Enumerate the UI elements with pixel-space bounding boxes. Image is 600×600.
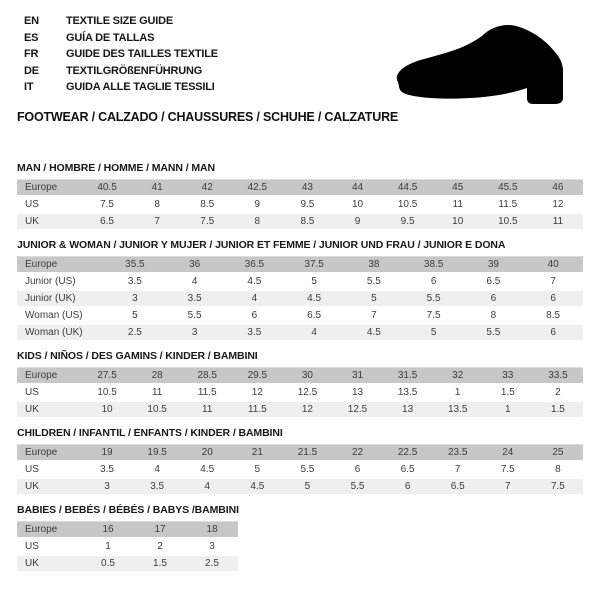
row-label: Woman (US) (25, 309, 83, 321)
language-label: TEXTILE SIZE GUIDE (66, 15, 174, 27)
size-cell: 6.5 (307, 309, 322, 321)
size-cell: 3 (82, 479, 132, 494)
table-header-row (17, 256, 583, 272)
size-cell: 1.5 (134, 556, 186, 571)
language-label: GUIDE DES TAILLES TEXTILE (66, 48, 218, 60)
size-cell: 46 (533, 179, 583, 195)
size-cell: 4 (182, 479, 232, 494)
size-cell: 6 (383, 479, 433, 494)
size-cell: 27.5 (82, 367, 132, 383)
size-cell: 12.5 (297, 386, 318, 398)
row-label: Junior (US) (25, 275, 76, 287)
size-cell: 5.5 (366, 275, 381, 287)
size-cell: 10 (351, 198, 364, 210)
size-cell: 40.5 (82, 179, 132, 195)
row-label: Junior (UK) (17, 291, 105, 306)
size-cell: 8 (232, 214, 282, 229)
size-cell: 4 (284, 325, 344, 340)
size-cell: 10.5 (397, 198, 418, 210)
language-code: DE (24, 64, 39, 77)
size-cell: 3.5 (132, 479, 182, 494)
size-cell: 5.5 (300, 463, 315, 475)
row-label: Europe (17, 521, 82, 537)
size-cell: 6.5 (400, 463, 415, 475)
size-cell: 44 (332, 179, 382, 195)
size-cell: 43 (282, 179, 332, 195)
size-cell: 5 (311, 275, 317, 287)
table-row (17, 556, 238, 571)
size-cell: 2 (555, 386, 561, 398)
size-cell: 2 (157, 540, 163, 552)
size-cell: 42.5 (232, 179, 282, 195)
size-cell: 44.5 (383, 179, 433, 195)
section-title: CHILDREN / INFANTIL / ENFANTS / KINDER / BAMBINI (17, 426, 283, 439)
table-row (17, 214, 583, 229)
size-cell: 10 (433, 214, 483, 229)
size-cell: 28.5 (182, 367, 232, 383)
language-code: ES (24, 31, 39, 44)
size-cell: 45.5 (483, 179, 533, 195)
size-cell: 4.5 (247, 275, 262, 287)
row-label: Europe (17, 444, 82, 460)
row-label: Woman (UK) (17, 325, 105, 340)
dress-shoe-icon (390, 20, 580, 108)
size-cell: 30 (282, 367, 332, 383)
size-cell: 11 (533, 214, 583, 229)
size-cell: 4 (191, 275, 198, 287)
size-guide-section (17, 162, 600, 231)
category-line: FOOTWEAR / CALZADO / CHAUSSURES / SCHUHE / CALZATURE (17, 109, 399, 124)
size-cell: 8 (490, 309, 497, 321)
size-cell: 31 (332, 367, 382, 383)
table-row (17, 291, 583, 306)
size-cell: 3.5 (100, 463, 114, 475)
language-code: FR (24, 48, 39, 60)
size-cell: 16 (82, 521, 134, 537)
size-cell: 36.5 (225, 256, 285, 272)
size-cell: 32 (433, 367, 483, 383)
size-cell: 12 (552, 198, 564, 210)
size-cell: 6 (464, 291, 524, 306)
size-cell: 1 (483, 402, 533, 417)
size-cell: 38 (344, 256, 404, 272)
size-cell: 38.5 (404, 256, 464, 272)
size-cell: 8 (154, 198, 160, 210)
section-title: BABIES / BEBÉS / BÉBÉS / BABYS /BAMBINI (17, 503, 239, 516)
size-cell: 22 (332, 444, 382, 460)
size-cell: 11 (452, 198, 463, 210)
row-label: US (25, 386, 39, 398)
size-cell: 23.5 (433, 444, 483, 460)
size-cell: 41 (132, 179, 182, 195)
language-code: IT (24, 81, 34, 93)
size-cell: 7 (483, 479, 533, 494)
size-cell: 12 (251, 386, 263, 398)
size-cell: 9.5 (300, 198, 315, 210)
size-cell: 5 (344, 291, 404, 306)
row-label: UK (17, 556, 82, 571)
size-cell: 17 (134, 521, 186, 537)
size-table (17, 177, 583, 231)
size-cell: 18 (186, 521, 238, 537)
size-cell: 6.5 (82, 214, 132, 229)
size-cell: 7 (550, 275, 556, 287)
size-cell: 10 (82, 402, 132, 417)
size-cell: 4.5 (284, 291, 344, 306)
language-code: EN (24, 15, 39, 27)
size-cell: 9.5 (383, 214, 433, 229)
size-cell: 20 (182, 444, 232, 460)
size-cell: 10.5 (97, 386, 117, 398)
size-cell: 6 (523, 325, 583, 340)
size-cell: 11.5 (498, 198, 518, 210)
size-cell: 3.5 (165, 291, 225, 306)
table-header-row (17, 444, 583, 460)
size-cell: 7.5 (426, 309, 441, 321)
size-cell: 40 (523, 256, 583, 272)
size-cell: 31.5 (383, 367, 433, 383)
size-cell: 28 (132, 367, 182, 383)
size-cell: 24 (483, 444, 533, 460)
language-label: TEXTILGRÖßENFÜHRUNG (66, 64, 203, 77)
size-cell: 22.5 (383, 444, 433, 460)
size-cell: 5.5 (464, 325, 524, 340)
size-cell: 7 (132, 214, 182, 229)
size-cell: 7.5 (533, 479, 583, 494)
size-table (17, 365, 583, 419)
size-cell: 10.5 (132, 402, 182, 417)
size-cell: 12.5 (332, 402, 382, 417)
size-cell: 29.5 (232, 367, 282, 383)
row-label: UK (17, 214, 82, 229)
row-label: US (25, 463, 39, 475)
size-cell: 13.5 (397, 386, 418, 398)
size-cell: 21.5 (282, 444, 332, 460)
table-row (17, 325, 583, 340)
size-cell: 11 (151, 386, 163, 398)
size-cell: 7.5 (100, 198, 114, 210)
size-cell: 13 (383, 402, 433, 417)
size-cell: 3.5 (225, 325, 285, 340)
size-cell: 11 (182, 402, 232, 417)
size-cell: 19.5 (132, 444, 182, 460)
size-cell: 7.5 (500, 463, 515, 475)
section-title: JUNIOR & WOMAN / JUNIOR Y MUJER / JUNIOR ET FEMME / JUNIOR UND FRAU / JUNIOR E DONA (17, 238, 506, 251)
size-cell: 6.5 (486, 275, 501, 287)
size-cell: 3 (209, 540, 215, 552)
table-row (17, 197, 583, 212)
size-cell: 6.5 (433, 479, 483, 494)
row-label: Europe (17, 367, 82, 383)
size-cell: 1.5 (500, 386, 515, 398)
size-cell: 6 (523, 291, 583, 306)
size-guide-section (17, 504, 600, 573)
table-row (17, 402, 583, 417)
size-cell: 11.5 (232, 402, 282, 417)
size-cell: 45 (433, 179, 483, 195)
size-cell: 1 (454, 386, 461, 398)
size-cell: 37.5 (284, 256, 344, 272)
size-cell: 4 (154, 463, 160, 475)
table-row (17, 539, 238, 554)
size-cell: 3 (165, 325, 225, 340)
size-cell: 5 (282, 479, 332, 494)
size-cell: 0.5 (82, 556, 134, 571)
size-cell: 5 (254, 463, 261, 475)
table-row (17, 385, 583, 400)
language-label: GUIDA ALLE TAGLIE TESSILI (66, 81, 215, 93)
size-guide-section (17, 427, 600, 496)
row-label: Europe (17, 179, 82, 195)
table-header-row (17, 521, 238, 537)
size-cell: 33 (483, 367, 533, 383)
table-header-row (17, 367, 583, 383)
size-cell: 7 (371, 309, 377, 321)
section-title: KIDS / NIÑOS / DES GAMINS / KINDER / BAMBINI (17, 349, 258, 362)
size-cell: 36 (165, 256, 225, 272)
size-cell: 35.5 (105, 256, 165, 272)
size-cell: 4.5 (232, 479, 282, 494)
size-cell: 11.5 (197, 386, 217, 398)
size-cell: 12 (282, 402, 332, 417)
size-cell: 8.5 (546, 309, 561, 321)
size-cell: 5.5 (187, 309, 202, 321)
size-cell: 3 (105, 291, 165, 306)
row-label: US (25, 198, 39, 210)
size-cell: 13.5 (433, 402, 483, 417)
size-cell: 8.5 (282, 214, 332, 229)
size-cell: 25 (533, 444, 583, 460)
size-cell: 13 (351, 386, 364, 398)
size-cell: 6 (430, 275, 437, 287)
size-cell: 8 (555, 463, 561, 475)
table-row (17, 462, 583, 477)
size-cell: 2.5 (186, 556, 238, 571)
size-cell: 39 (464, 256, 524, 272)
size-cell: 4.5 (344, 325, 404, 340)
size-cell: 7 (454, 463, 461, 475)
size-cell: 5 (404, 325, 464, 340)
section-title: MAN / HOMBRE / HOMME / MANN / MAN (17, 161, 215, 174)
size-guide-section (17, 350, 600, 419)
size-table (17, 442, 583, 496)
size-table (17, 254, 583, 342)
size-cell: 9 (332, 214, 382, 229)
table-header-row (17, 179, 583, 195)
size-cell: 1 (105, 540, 111, 552)
size-cell: 7.5 (182, 214, 232, 229)
size-tables (0, 162, 600, 573)
size-cell: 2.5 (105, 325, 165, 340)
table-row (17, 479, 583, 494)
size-cell: 10.5 (483, 214, 533, 229)
table-row (17, 274, 583, 289)
language-label: GUÍA DE TALLAS (66, 31, 155, 44)
size-cell: 8.5 (200, 198, 215, 210)
size-cell: 5 (132, 309, 138, 321)
size-cell: 4.5 (200, 463, 215, 475)
row-label: US (25, 540, 39, 552)
size-cell: 3.5 (127, 275, 142, 287)
size-table (17, 519, 238, 573)
size-cell: 42 (182, 179, 232, 195)
size-cell: 21 (232, 444, 282, 460)
size-cell: 6 (251, 309, 258, 321)
size-cell: 9 (254, 198, 261, 210)
table-row (17, 308, 583, 323)
size-cell: 1.5 (533, 402, 583, 417)
size-cell: 5.5 (332, 479, 382, 494)
size-cell: 33.5 (533, 367, 583, 383)
size-cell: 6 (354, 463, 361, 475)
size-cell: 4 (225, 291, 285, 306)
row-label: Europe (17, 256, 105, 272)
size-guide-section (17, 239, 600, 342)
row-label: UK (17, 479, 82, 494)
size-cell: 5.5 (404, 291, 464, 306)
size-cell: 19 (82, 444, 132, 460)
row-label: UK (17, 402, 82, 417)
